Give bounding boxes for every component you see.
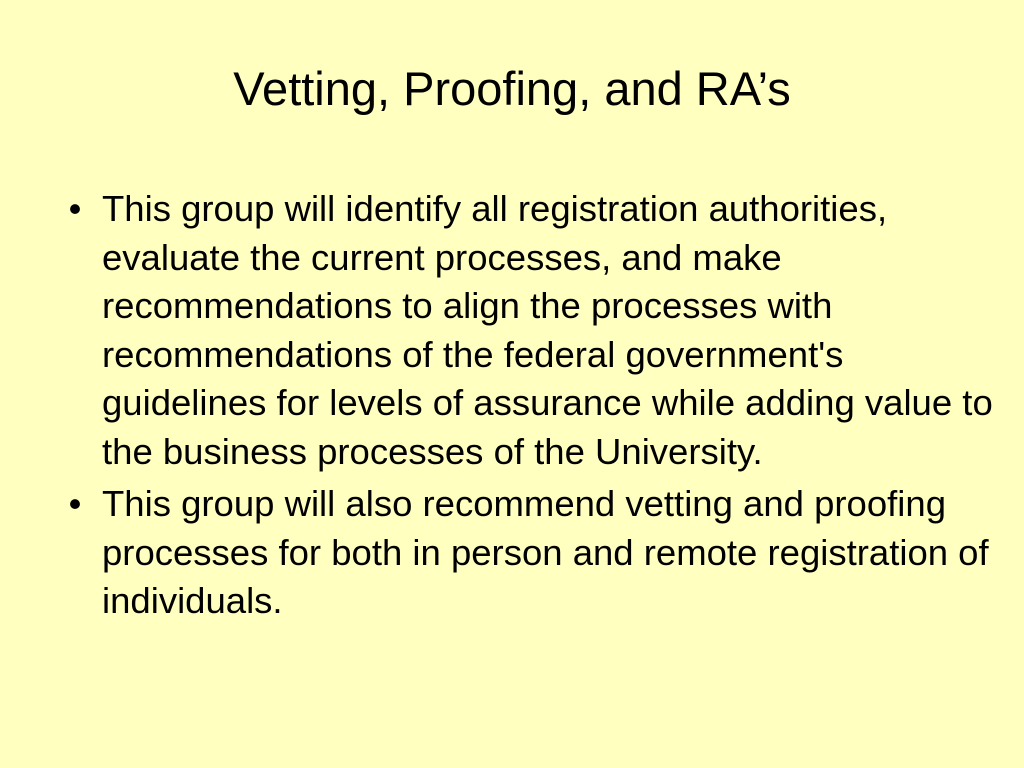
bullet-dot-icon: •	[68, 188, 82, 229]
bullet-item	[60, 480, 995, 626]
bullet-text: This group will identify all registration authorities, evaluate the current processes, and make recommendations to align the processes with recommendations of the federal government's guidelines for levels of assurance while adding value to the business processes of the University.	[102, 188, 993, 472]
bullet-item	[60, 185, 995, 476]
bullet-list	[60, 185, 995, 630]
bullet-dot-icon: •	[68, 483, 82, 524]
slide-title: Vetting, Proofing, and RA’s	[233, 62, 791, 115]
bullet-text: This group will also recommend vetting and proofing processes for both in person and remote registration of individuals.	[102, 483, 989, 621]
